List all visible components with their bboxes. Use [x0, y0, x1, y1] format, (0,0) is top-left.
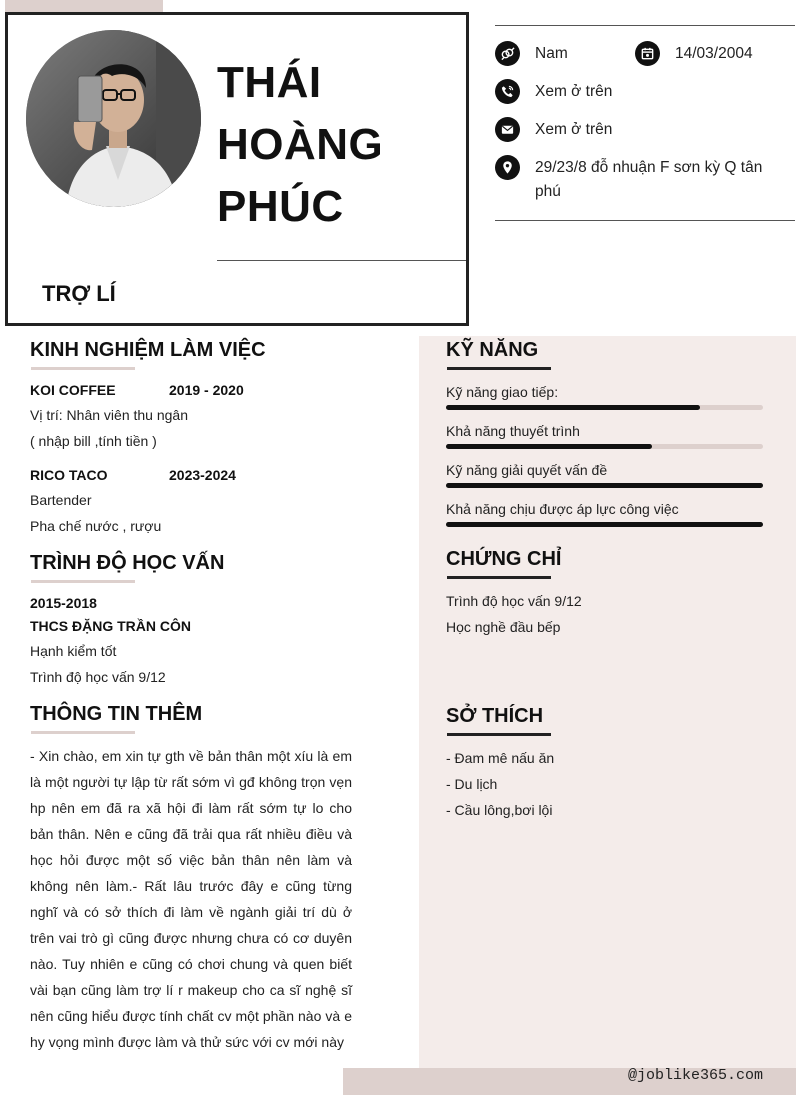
- education-line-2: Trình độ học vấn 9/12: [30, 669, 166, 685]
- address-line-2: phú: [535, 183, 561, 200]
- name-line-2: HOÀNG: [217, 120, 384, 169]
- birthday-text: 14/03/2004: [675, 45, 753, 62]
- skill-1-label: Kỹ năng giao tiếp:: [446, 384, 559, 400]
- job-1-line-1: Vị trí: Nhân viên thu ngân: [30, 407, 188, 423]
- calendar-icon: [635, 41, 660, 66]
- experience-underline: [31, 367, 135, 370]
- skill-2-bar: [446, 444, 763, 449]
- skill-3-bar-fill: [446, 483, 763, 488]
- education-line-1: Hạnh kiểm tốt: [30, 643, 117, 659]
- education-years: 2015-2018: [30, 595, 97, 611]
- skill-3-label: Kỹ năng giải quyết vấn đề: [446, 462, 608, 478]
- education-underline: [31, 580, 135, 583]
- certificate-2: Học nghề đầu bếp: [446, 619, 561, 635]
- job-1-period: 2019 - 2020: [169, 382, 244, 398]
- name-line-3: PHÚC: [217, 182, 344, 231]
- hobby-3: - Cầu lông,bơi lội: [446, 802, 553, 818]
- contact-divider-bottom: [495, 220, 795, 221]
- skill-4-label: Khả năng chịu được áp lực công việc: [446, 501, 679, 517]
- skill-3-bar: [446, 483, 763, 488]
- education-title: TRÌNH ĐỘ HỌC VẤN: [30, 552, 225, 574]
- skills-title: KỸ NĂNG: [446, 339, 539, 361]
- skill-1-bar-fill: [446, 405, 700, 410]
- email-text: Xem ở trên: [535, 121, 613, 138]
- phone-text: Xem ở trên: [535, 83, 613, 100]
- name-line-1: THÁI: [217, 58, 322, 107]
- skills-underline: [447, 367, 551, 370]
- additional-info-text: - Xin chào, em xin tự gth về bản thân một xíu là em là một người tự lập từ rất sớm vì gđ không trọn vẹn hp nên em đã ra xã hội đi làm rất sớm tự lo cho bản thân. Nên e cũng đã trải qua rất nhiều điều và học hỏi được một số việc bản thân nên làm và không nên làm.- Rất lâu trước đây e cũng từng nghĩ và có sở thích đi làm về ngành giải trí dù ở trên vai trò gì cũng được nhưng chưa có cơ duyên nào. Tuy nhiên e cũng có chơi chung và quen biết vài bạn cũng làm trợ lí r makeup cho ca sĩ nghệ sĩ nên cũng hiểu được tính chất cv một phần nào và e hy vọng mình được làm và thử sức với cv mới này: [30, 748, 352, 1050]
- contact-divider-top: [495, 25, 795, 26]
- candidate-name: [217, 52, 457, 238]
- job-1-company: KOI COFFEE: [30, 382, 116, 398]
- certificates-underline: [447, 576, 551, 579]
- skill-4-bar-fill: [446, 522, 763, 527]
- gender-text: Nam: [535, 45, 568, 62]
- job-2-line-2: Pha chế nước , rượu: [30, 518, 162, 534]
- email-icon: [495, 117, 520, 142]
- additional-info-underline: [31, 731, 135, 734]
- job-1-line-2: ( nhập bill ,tính tiền ): [30, 433, 157, 449]
- certificates-title: CHỨNG CHỈ: [446, 548, 562, 570]
- location-icon: [495, 155, 520, 180]
- hobby-1: - Đam mê nấu ăn: [446, 750, 555, 766]
- phone-icon: [495, 79, 520, 104]
- footer-watermark: @joblike365.com: [628, 1067, 764, 1084]
- skill-2-bar-fill: [446, 444, 652, 449]
- experience-title: KINH NGHIỆM LÀM VIỆC: [30, 339, 266, 361]
- hobby-2: - Du lịch: [446, 776, 498, 792]
- job-2-period: 2023-2024: [169, 467, 236, 483]
- gender-icon: [495, 41, 520, 66]
- job-title: TRỢ LÍ: [42, 281, 116, 306]
- certificate-1: Trình độ học vấn 9/12: [446, 593, 582, 609]
- job-2-line-1: Bartender: [30, 492, 92, 508]
- job-2-company: RICO TACO: [30, 467, 108, 483]
- skill-1-bar: [446, 405, 763, 410]
- name-divider: [217, 260, 466, 261]
- skill-2-label: Khả năng thuyết trình: [446, 423, 580, 439]
- skill-4-bar: [446, 522, 763, 527]
- address-line-1: 29/23/8 đỗ nhuận F sơn kỳ Q tân: [535, 159, 763, 176]
- additional-info-title: THÔNG TIN THÊM: [30, 703, 203, 725]
- avatar: [26, 30, 201, 207]
- education-school: THCS ĐẶNG TRẦN CÔN: [30, 618, 191, 634]
- hobbies-underline: [447, 733, 551, 736]
- hobbies-title: SỞ THÍCH: [446, 705, 544, 727]
